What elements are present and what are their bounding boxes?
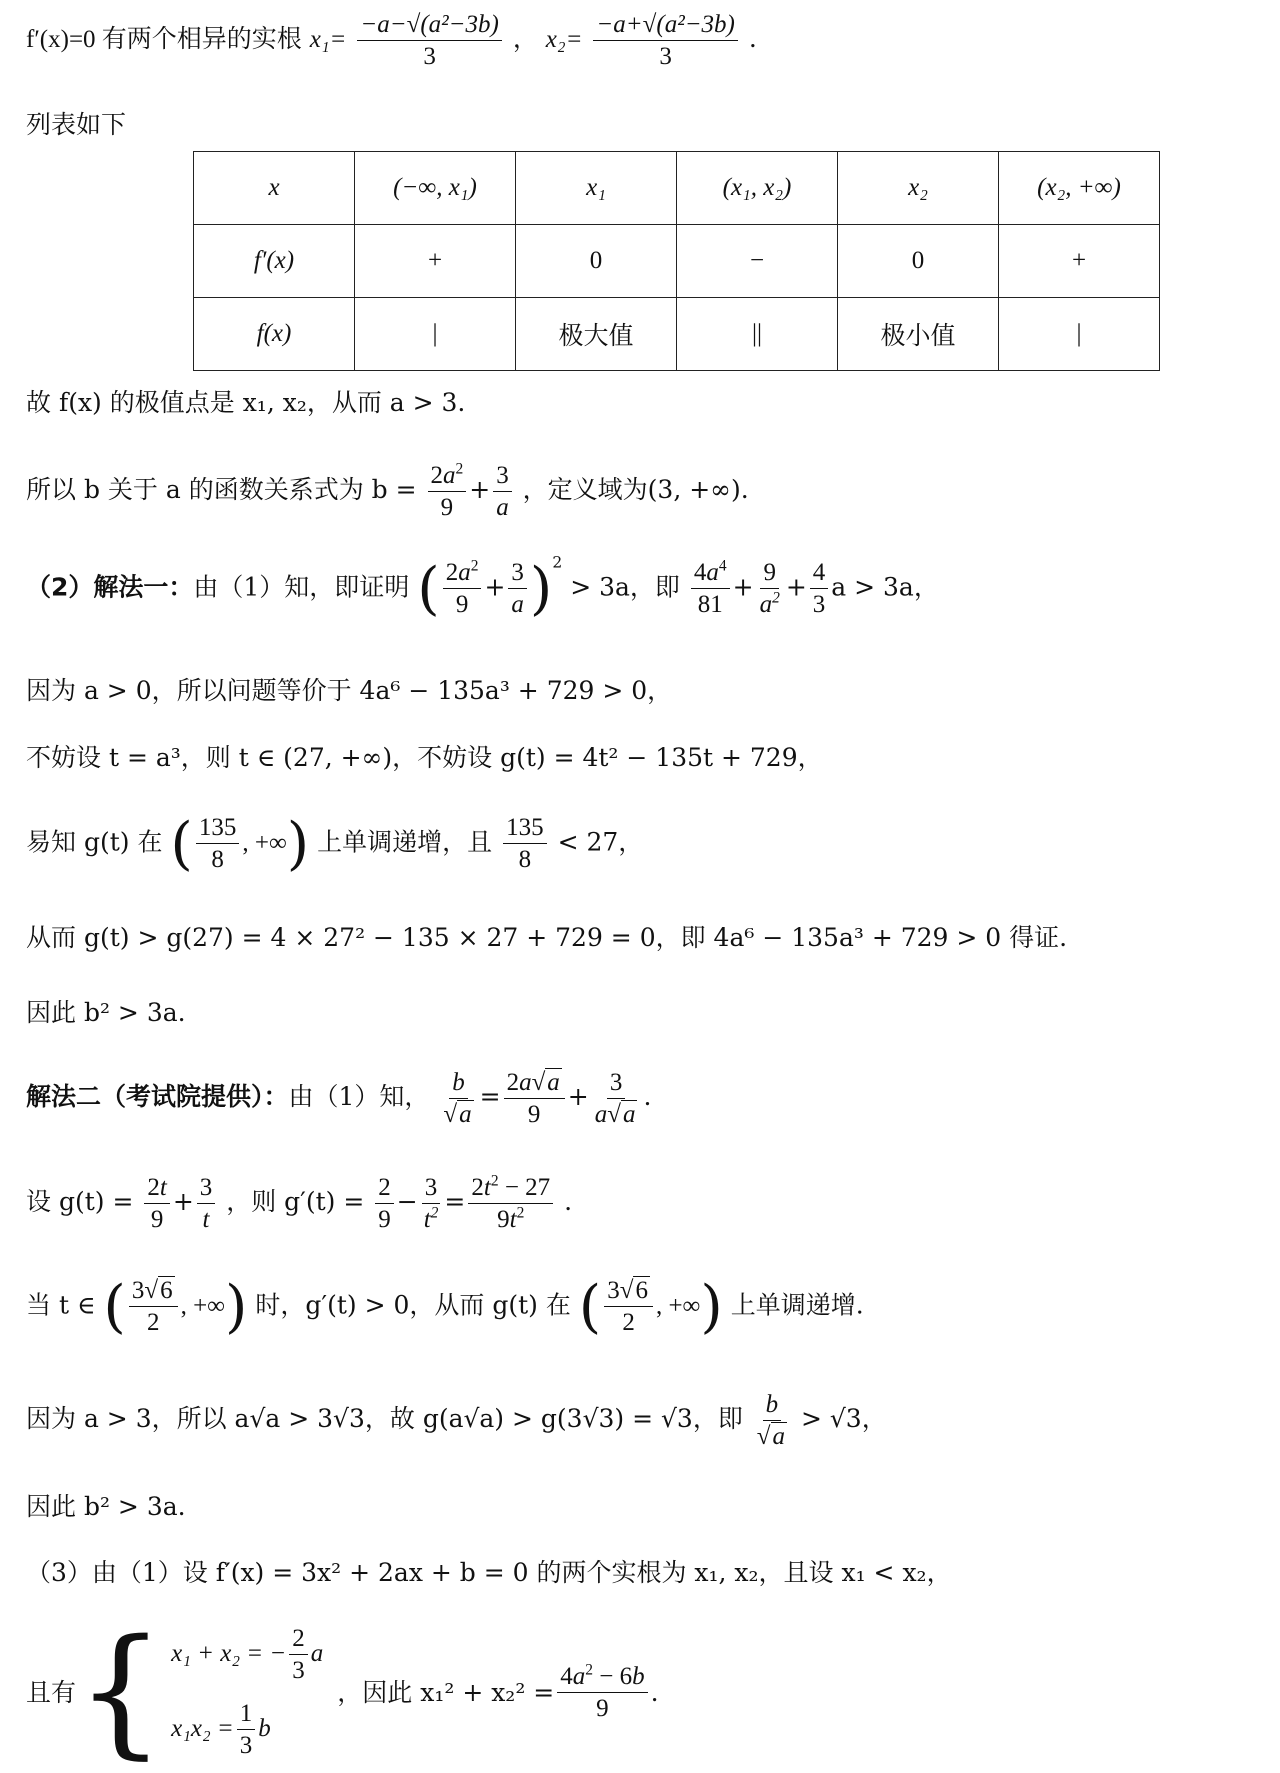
fraction: $\frac{2a^2}{9}$ bbox=[443, 560, 482, 617]
text: 上单调递增，且 bbox=[317, 827, 493, 857]
line-b-function: 所以 b 关于 a 的函数关系式为 b = $\frac{2a^2}{9}$ + $\frac{3}{a}$ ，定义域为(3, +∞). bbox=[26, 460, 749, 521]
text: > √3， bbox=[800, 1404, 887, 1433]
text: 由（1）知，即证明 bbox=[193, 572, 410, 602]
table-cell: 极小值 bbox=[838, 298, 999, 371]
fraction: $\frac{9}{a^2}$ bbox=[759, 559, 780, 619]
table-cell: (x₁, x₂) bbox=[677, 152, 838, 225]
separator: ， bbox=[512, 24, 538, 53]
fraction: $\frac{4a^4}{81}$ bbox=[691, 560, 730, 617]
text: 设 g(t) = bbox=[26, 1187, 134, 1216]
fraction-x2: $\frac{\text{−a+√(a²−3b)}}{3}$ bbox=[593, 12, 737, 69]
text: 易知 g(t) 在 bbox=[26, 827, 163, 857]
text: ，因此 x₁² + x₂² = bbox=[337, 1677, 555, 1707]
fraction: $\frac{3√6}{2}$ bbox=[604, 1278, 653, 1335]
line-extreme-points: 故 f(x) 的极值点是 x₁, x₂，从而 a > 3. bbox=[26, 388, 466, 417]
fraction: $\frac{135}{8}$ bbox=[196, 815, 240, 872]
text: 时，g′(t) > 0，从而 g(t) 在 bbox=[255, 1290, 571, 1320]
fraction: $\frac{1}{3}$ bbox=[237, 1701, 256, 1758]
line-vieta bbox=[26, 1610, 659, 1773]
x1-label: x₁= bbox=[309, 26, 347, 53]
line-conclusion-2: 因此 b² > 3a. bbox=[26, 1492, 186, 1521]
line-part3: （3）由（1）设 f′(x) = 3x² + 2ax + b = 0 的两个实根为 x₁, x₂，且设 x₁ < x₂， bbox=[26, 1558, 952, 1587]
text: 因为 a > 3，所以 a√a > 3√3，故 g(a√a) > g(3√3) = √3，即 bbox=[26, 1404, 743, 1433]
equation-system: 且有 { x₁ + x₂ = − $\frac{2}{3}$ a x₁x₂ = $\frac{1}{3}$ b ，因此 x₁² + x₂² = $\frac{4a^2 - 6b}{9}$ . bbox=[26, 1610, 659, 1773]
fraction: $\frac{2}{9}$ bbox=[375, 1175, 394, 1232]
table-row bbox=[194, 152, 1160, 225]
table-cell: f′(x) bbox=[194, 225, 355, 298]
text: . bbox=[650, 1677, 659, 1707]
text: . bbox=[564, 1187, 573, 1216]
text: 所以 b 关于 a 的函数关系式为 b = bbox=[26, 475, 417, 504]
fraction: $\frac{b}{√a}$ bbox=[756, 1391, 786, 1450]
text: ，则 g′(t) = bbox=[226, 1187, 365, 1216]
table-row bbox=[194, 298, 1160, 371]
text: > 3a，即 bbox=[570, 572, 680, 602]
method-label: 解法二（考试院提供）： bbox=[26, 1082, 289, 1111]
table-cell: 0 bbox=[516, 225, 677, 298]
brace-icon: { bbox=[76, 1610, 166, 1773]
table-cell: f(x) bbox=[194, 298, 355, 371]
table-row bbox=[194, 225, 1160, 298]
method-label: （2）解法一： bbox=[26, 572, 194, 602]
text: 且有 bbox=[26, 1677, 77, 1707]
table-cell: x bbox=[194, 152, 355, 225]
text: a > 3a， bbox=[831, 572, 939, 602]
text: < 27， bbox=[557, 827, 644, 857]
fraction: $\frac{2a^2}{9}$ bbox=[428, 463, 467, 520]
fraction: $\frac{2}{3}$ bbox=[289, 1626, 308, 1683]
table-cell: || bbox=[677, 298, 838, 371]
text: 当 t ∈ bbox=[26, 1290, 96, 1320]
period: . bbox=[748, 24, 757, 53]
line-part2-method1: （2）解法一：由（1）知，即证明 ( $\frac{2a^2}{9}$ + $\frac{3}{a}$ )$^2$ > 3a，即 $\frac{4a^4}{81}$ + $\frac{9}{a^2}$ + $\frac{4}{3}$ a > 3a， bbox=[26, 553, 939, 622]
x2-label: x₂= bbox=[545, 26, 583, 53]
line-equivalent: 因为 a > 0，所以问题等价于 4a⁶ − 135a³ + 729 > 0， bbox=[26, 676, 673, 705]
fraction: $\frac{2a√a}{9}$ bbox=[504, 1070, 565, 1127]
line-increasing: 当 t ∈ ( $\frac{3√6}{2}$ , +∞) 时，g′(t) > 0，从而 g(t) 在 ( $\frac{3√6}{2}$ , +∞) 上单调递增. bbox=[26, 1273, 864, 1340]
fraction: $\frac{3√6}{2}$ bbox=[129, 1278, 178, 1335]
fraction: $\frac{b}{√a}$ bbox=[443, 1069, 472, 1128]
line-method2: 解法二（考试院提供）：由（1）知， $\frac{b}{√a}$ = $\frac{2a√a}{9}$ + $\frac{3}{a√a}$ . bbox=[26, 1069, 652, 1128]
table-cell: x₁ bbox=[516, 152, 677, 225]
fraction: $\frac{3}{a√a}$ bbox=[594, 1069, 636, 1128]
fraction-x1: $\frac{\text{−a−√(a²−3b)}}{3}$ bbox=[357, 12, 501, 69]
line-roots bbox=[26, 12, 757, 69]
table-cell: 0 bbox=[838, 225, 999, 298]
fraction: $\frac{3}{t}$ bbox=[197, 1175, 216, 1232]
table-cell: (x₂, +∞) bbox=[999, 152, 1160, 225]
fraction: $\frac{135}{8}$ bbox=[503, 815, 547, 872]
sign-table bbox=[193, 151, 1160, 371]
table-cell: | bbox=[355, 298, 516, 371]
fraction: $\frac{3}{t^2}$ bbox=[423, 1174, 439, 1233]
line-define-g: 设 g(t) = $\frac{2t}{9}$ + $\frac{3}{t}$ ，则 g′(t) = $\frac{2}{9}$ − $\frac{3}{t^2}$ = $\frac{2t^2 - 27}{9t^2}$ . bbox=[26, 1172, 573, 1233]
line-because-a bbox=[26, 1392, 887, 1449]
line-monotonic: 易知 g(t) 在 ( $\frac{135}{8}$ , +∞) 上单调递增，且 $\frac{135}{8}$ < 27， bbox=[26, 810, 644, 877]
fraction: $\frac{3}{a}$ bbox=[508, 560, 527, 617]
table-cell: + bbox=[355, 225, 516, 298]
table-cell: | bbox=[999, 298, 1160, 371]
text: 由（1）知， bbox=[288, 1082, 430, 1111]
text: f′(x)=0 有两个相异的实根 bbox=[26, 26, 302, 53]
line-table-intro: 列表如下 bbox=[26, 110, 127, 139]
table-cell: x₂ bbox=[838, 152, 999, 225]
fraction: $\frac{2t}{9}$ bbox=[144, 1175, 169, 1232]
fraction: $\frac{3}{a}$ bbox=[493, 463, 512, 520]
line-substitution: 不妨设 t = a³，则 t ∈ (27, +∞)，不妨设 g(t) = 4t² − 135t + 729， bbox=[26, 743, 823, 772]
fraction: $\frac{4}{3}$ bbox=[810, 560, 829, 617]
line-conclusion-1: 因此 b² > 3a. bbox=[26, 998, 186, 1027]
line-proved: 从而 g(t) > g(27) = 4 × 27² − 135 × 27 + 729 = 0，即 4a⁶ − 135a³ + 729 > 0 得证. bbox=[26, 923, 1068, 952]
text: ，定义域为(3, +∞). bbox=[522, 475, 749, 504]
table-cell: + bbox=[999, 225, 1160, 298]
fraction: $\frac{2t^2 - 27}{9t^2}$ bbox=[468, 1175, 553, 1232]
table-cell: 极大值 bbox=[516, 298, 677, 371]
fraction: $\frac{4a^2 - 6b}{9}$ bbox=[557, 1664, 647, 1721]
text: 上单调递增. bbox=[730, 1290, 864, 1320]
table-cell: − bbox=[677, 225, 838, 298]
table-cell: (−∞, x₁) bbox=[355, 152, 516, 225]
